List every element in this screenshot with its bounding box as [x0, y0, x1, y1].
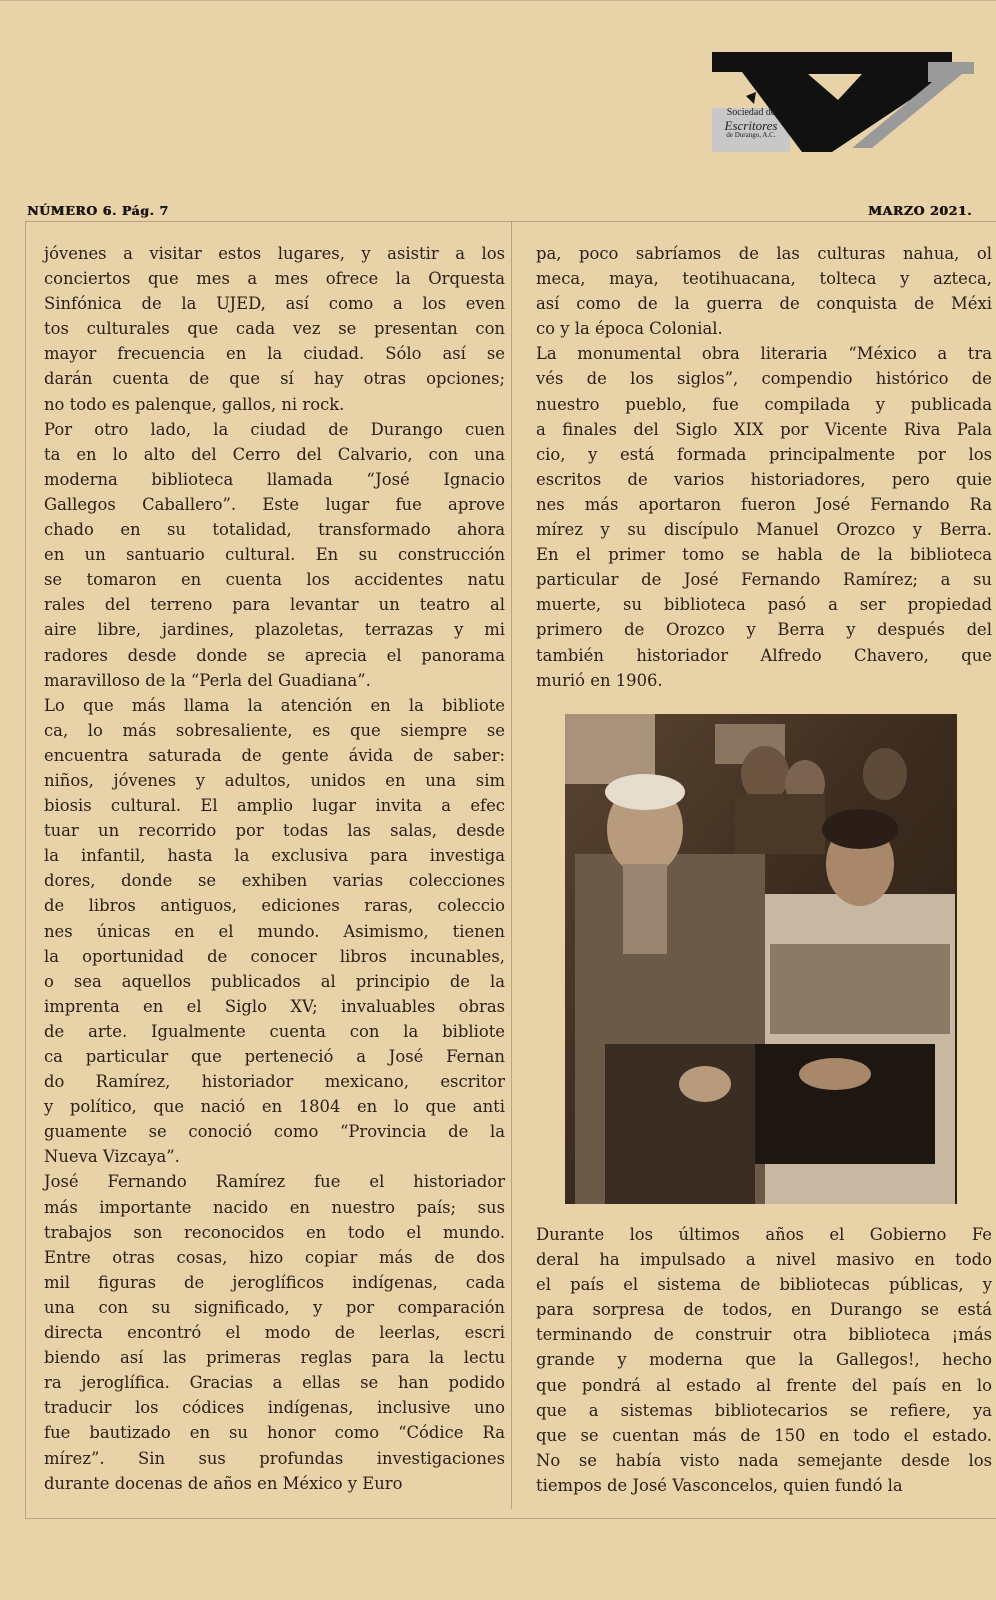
text-line: No se había visto nada semejante desde los [536, 1450, 992, 1470]
text-line: Nueva Vizcaya”. [44, 1147, 180, 1167]
text-line: biendo así las primeras reglas para la lectu [44, 1348, 505, 1368]
text-line: tiempos de José Vasconcelos, quien fundó la [536, 1475, 903, 1495]
text-line: Sinfónica de la UJED, así como a los even [44, 294, 505, 314]
text-line: guamente se conoció como “Provincia de la [44, 1122, 505, 1142]
text-line: nes más aportaron fueron José Fernando Ra [536, 494, 992, 514]
text-line: niños, jóvenes y adultos, unidos en una sim [44, 770, 505, 790]
text-line: Por otro lado, la ciudad de Durango cuen [44, 419, 505, 439]
text-line: ta en lo alto del Cerro del Calvario, con una [44, 444, 505, 464]
text-line: deral ha impulsado a nivel masivo en todo [536, 1250, 992, 1270]
text-line: Lo que más llama la atención en la bibliote [44, 695, 505, 715]
text-line: maravilloso de la “Perla del Guadiana”. [44, 670, 371, 690]
text-line: mayor frecuencia en la ciudad. Sólo así se [44, 344, 505, 364]
text-line: dores, donde se exhiben varias colecciones [44, 871, 505, 891]
text-line: meca, maya, teotihuacana, tolteca y azteca, [536, 269, 992, 289]
right-column-bottom [536, 1222, 992, 1498]
text-line: ra jeroglífica. Gracias a ellas se han podido [44, 1373, 505, 1393]
text-line: traducir los códices indígenas, inclusive uno [44, 1398, 505, 1418]
text-line: que a sistemas bibliotecarios se refiere, ya [536, 1400, 992, 1420]
text-line: tos culturales que cada vez se presentan con [44, 319, 505, 339]
text-line: co y la época Colonial. [536, 319, 723, 339]
text-line: fue bautizado en su honor como “Códice Ra [44, 1423, 505, 1443]
top-border [0, 0, 996, 1]
text-line: escritos de varios historiadores, pero quie [536, 469, 992, 489]
text-line: más importante nacido en nuestro país; sus [44, 1197, 505, 1217]
text-line: Durante los últimos años el Gobierno Fe [536, 1225, 992, 1244]
logo-line-2: Escritores [724, 117, 778, 133]
text-line: tuar un recorrido por todas las salas, desde [44, 821, 505, 841]
text-line: primero de Orozco y Berra y después del [536, 620, 992, 640]
text-line: que se cuentan más de 150 en todo el estado. [536, 1425, 992, 1445]
text-line: durante docenas de años en México y Euro [44, 1473, 403, 1493]
text-line: trabajos son reconocidos en todo el mundo. [44, 1222, 505, 1242]
issue-page-number: NÚMERO 6. Pág. 7 [27, 203, 169, 218]
text-line: se tomaron en cuenta los accidentes natu [44, 570, 505, 590]
text-line: terminando de construir otra biblioteca ¡más [536, 1325, 992, 1345]
text-line: rales del terreno para levantar un teatro al [44, 595, 505, 615]
logo-text [712, 108, 790, 139]
text-line: la oportunidad de conocer libros incunables, [44, 946, 505, 966]
text-line: jóvenes a visitar estos lugares, y asistir a los [44, 244, 505, 263]
text-line: murió en 1906. [536, 670, 663, 690]
text-line: una con su significado, y por comparación [44, 1297, 505, 1317]
text-line: la infantil, hasta la exclusiva para investiga [44, 846, 505, 866]
text-line: en un santuario cultural. En su construcción [44, 545, 505, 565]
text-line: y político, que nació en 1804 en lo que anti [44, 1097, 505, 1117]
text-line: grande y moderna que la Gallegos!, hecho [536, 1350, 992, 1370]
text-line: ca particular que perteneció a José Fernan [44, 1047, 505, 1066]
text-line: chado en su totalidad, transformado ahora [44, 520, 505, 540]
text-line: Entre otras cosas, hizo copiar más de dos [44, 1247, 505, 1267]
text-line: moderna biblioteca llamada “José Ignacio [44, 469, 505, 489]
text-line: José Fernando Ramírez fue el historiador [44, 1172, 505, 1192]
text-line: también historiador Alfredo Chavero, que [536, 645, 992, 665]
text-line: particular de José Fernando Ramírez; a su [536, 570, 992, 590]
text-line: imprenta en el Siglo XV; invaluables obras [44, 996, 505, 1016]
text-line: do Ramírez, historiador mexicano, escritor [44, 1072, 505, 1092]
text-line: Gallegos Caballero”. Este lugar fue aprove [44, 494, 505, 514]
text-line: nes únicas en el mundo. Asimismo, tienen [44, 921, 505, 941]
text-line: ca, lo más sobresaliente, es que siempre se [44, 720, 505, 740]
text-line: mírez y su discípulo Manuel Orozco y Berra. [536, 520, 992, 540]
text-line: que pondrá al estado al frente del país en lo [536, 1375, 992, 1395]
text-line: muerte, su biblioteca pasó a ser propiedad [536, 595, 992, 615]
text-line: pa, poco sabríamos de las culturas nahua, ol [536, 244, 992, 263]
text-line: o sea aquellos publicados al principio de la [44, 971, 505, 991]
logo-line-1: Sociedad de [726, 107, 776, 118]
text-line: biosis cultural. El amplio lugar invita a efec [44, 796, 505, 816]
text-line: La monumental obra literaria “México a tra [536, 344, 992, 364]
text-line: mil figuras de jeroglíficos indígenas, cada [44, 1272, 505, 1292]
text-line: darán cuenta de que sí hay otras opciones; [44, 369, 505, 389]
right-column-top [536, 241, 992, 693]
text-line: nuestro pueblo, fue compilada y publicada [536, 394, 992, 414]
text-line: para sorpresa de todos, en Durango se está [536, 1300, 992, 1320]
text-line: a finales del Siglo XIX por Vicente Riva Pala [536, 419, 992, 439]
text-line: conciertos que mes a mes ofrece la Orquesta [44, 269, 505, 289]
text-line: En el primer tomo se habla de la biblioteca [536, 545, 992, 565]
column-divider [511, 221, 512, 1509]
text-line: cio, y está formada principalmente por los [536, 444, 992, 464]
text-line: aire libre, jardines, plazoletas, terrazas y mi [44, 620, 505, 640]
logo-line-3: de Durango, A.C. [726, 131, 776, 140]
text-line: de libros antiguos, ediciones raras, coleccio [44, 896, 505, 916]
photo-elderly-couple [565, 714, 957, 1204]
issue-date: MARZO 2021. [867, 203, 972, 218]
text-line: así como de la guerra de conquista de Méxi [536, 294, 992, 314]
text-line: directa encontró el modo de leerlas, escri [44, 1323, 505, 1343]
left-column [44, 241, 505, 1496]
text-line: no todo es palenque, gallos, ni rock. [44, 394, 345, 414]
text-line: radores desde donde se aprecia el panorama [44, 645, 505, 665]
text-line: de arte. Igualmente cuenta con la bibliote [44, 1021, 505, 1041]
text-line: el país el sistema de bibliotecas públicas, y [536, 1275, 992, 1295]
text-line: encuentra saturada de gente ávida de saber: [44, 745, 505, 765]
text-line: vés de los siglos”, compendio histórico de [536, 369, 992, 389]
text-line: mírez”. Sin sus profundas investigaciones [44, 1448, 505, 1468]
